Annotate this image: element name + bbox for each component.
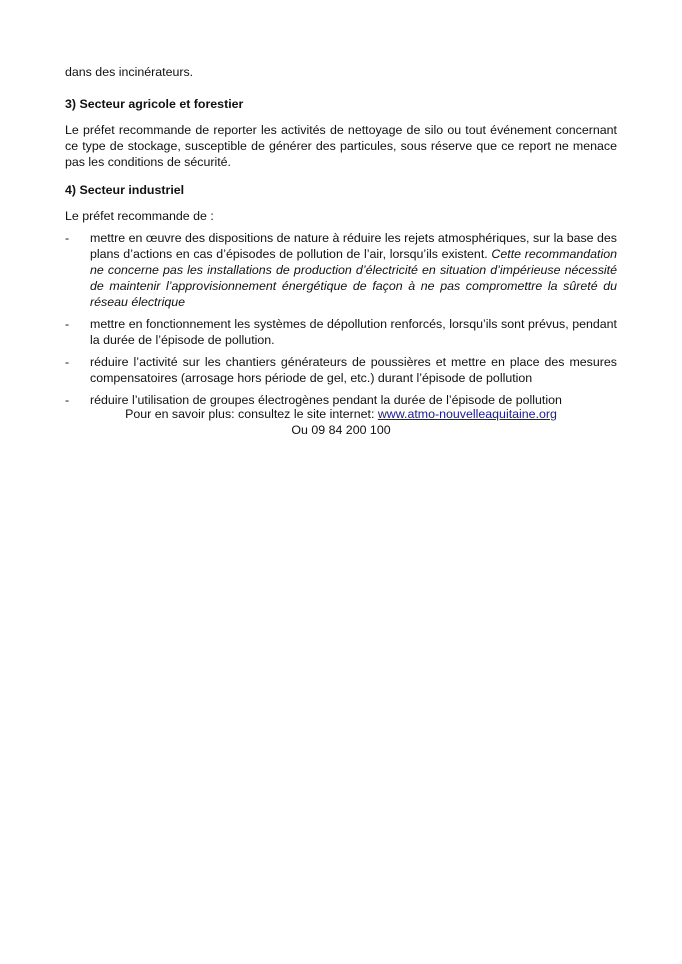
list-item [65, 316, 617, 348]
list-item [65, 230, 617, 310]
footer-prefix: Pour en savoir plus: consultez le site internet: [125, 407, 378, 421]
bullet-dash: - [65, 231, 70, 245]
footer-info [0, 406, 682, 422]
list-item-text: réduire l’activité sur les chantiers générateurs de poussières et mettre en place des mesures compensatoires (arrosage hors période de gel, etc.) durant l’épisode de pollution [90, 355, 617, 385]
bullet-dash: - [65, 393, 70, 407]
list-item-text: mettre en œuvre des dispositions de nature à réduire les rejets atmosphériques, sur la base des plans d’actions en cas d’épisodes de pollution de l’air, lorsqu’ils existent. [90, 231, 617, 261]
list-item-text: mettre en fonctionnement les systèmes de dépollution renforcés, lorsqu’ils sont prévus, pendant la durée de l’épisode de pollution. [90, 317, 617, 347]
list-item-note: Cette recommandation ne concerne pas les installations de production d’électricité en situation d’impérieuse nécessité de maintenir l’approvisionnement énergétique de façon à ne pas compromettre la sûreté du réseau électrique [90, 247, 617, 309]
section-4-heading: 4) Secteur industriel [65, 183, 185, 197]
recommendation-list [65, 230, 617, 414]
section-4-lead: Le préfet recommande de : [65, 209, 214, 223]
list-item-text: réduire l’utilisation de groupes électrogènes pendant la durée de l’épisode de pollution [90, 393, 562, 407]
section-3-heading: 3) Secteur agricole et forestier [65, 97, 244, 111]
bullet-dash: - [65, 317, 70, 331]
intro-fragment: dans des incinérateurs. [65, 65, 194, 79]
footer-phone: Ou 09 84 200 100 [291, 423, 391, 437]
section-3-paragraph: Le préfet recommande de reporter les activités de nettoyage de silo ou tout événement concernant ce type de stockage, susceptible de générer des particules, sous réserve que ce report ne menace pas les conditions de sécurité. [65, 123, 617, 169]
list-item [65, 354, 617, 386]
website-link[interactable]: www.atmo-nouvelleaquitaine.org [377, 407, 557, 421]
bullet-dash: - [65, 355, 70, 369]
